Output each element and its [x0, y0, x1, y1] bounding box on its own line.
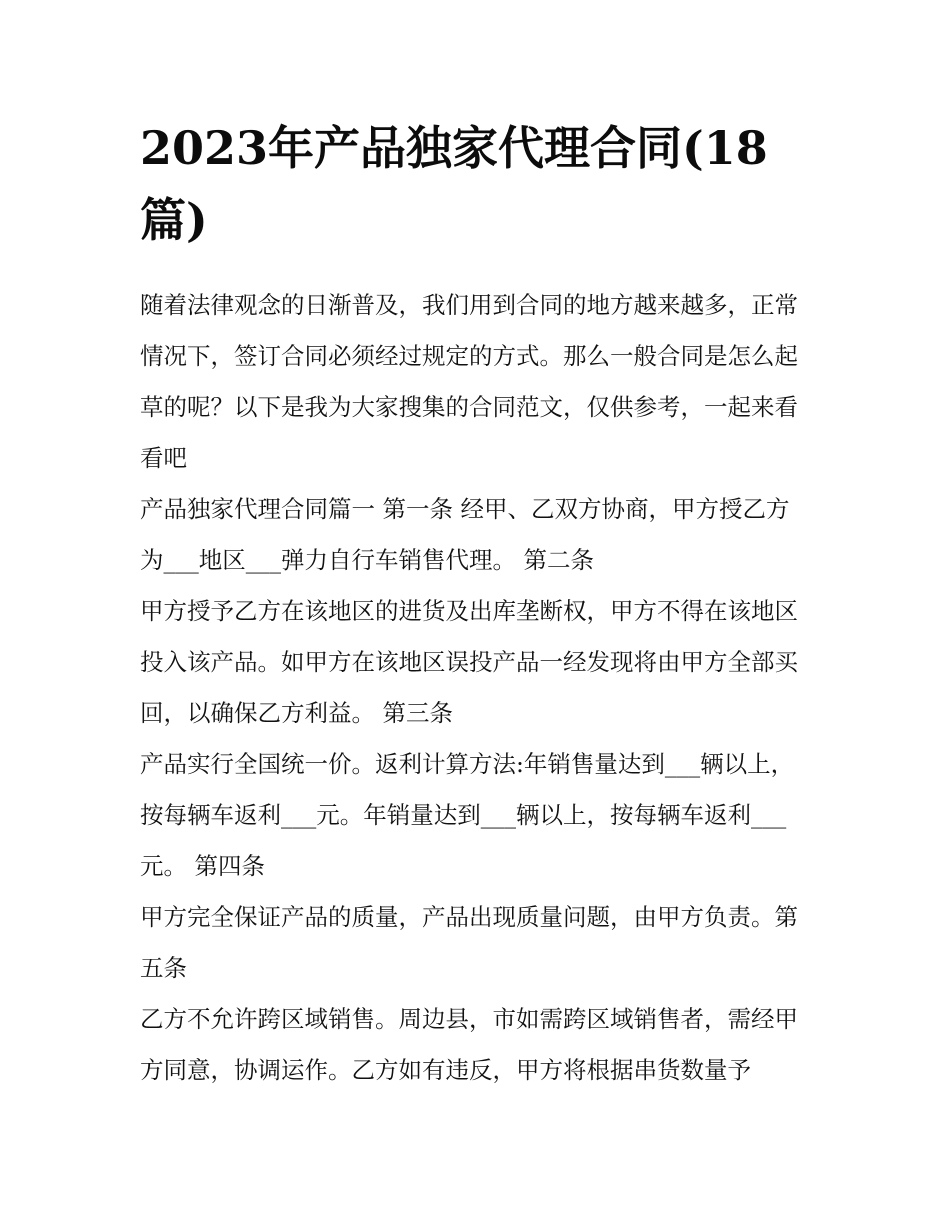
clause-paragraph: 产品实行全国统一价。返利计算方法:年销售量达到___辆以上，按每辆车返利___元。年销量达到___辆以上，按每辆车返利___元。 第四条	[140, 750, 795, 880]
intro-paragraph: 随着法律观念的日渐普及，我们用到合同的地方越来越多，正常情况下，签订合同必须经过规定的方式。那么一般合同是怎么起草的呢？以下是我为大家搜集的合同范文，仅供参考，一起来看看吧	[140, 291, 798, 472]
document-title: 2023年产品独家代理合同(18篇)	[140, 121, 768, 247]
clause-paragraph: 产品独家代理合同篇一 第一条 经甲、乙双方协商，甲方授乙方为___地区___弹力自行车销售代理。 第二条	[140, 495, 790, 574]
clause-paragraph: 甲方完全保证产品的质量，产品出现质量问题，由甲方负责。第五条	[140, 903, 798, 982]
clause-paragraph: 甲方授予乙方在该地区的进货及出库垄断权，甲方不得在该地区投入该产品。如甲方在该地区误投产品一经发现将由甲方全部买回，以确保乙方利益。 第三条	[140, 597, 798, 727]
clause-paragraph: 乙方不允许跨区域销售。周边县，市如需跨区域销售者，需经甲方同意，协调运作。乙方如有违反，甲方将根据串货数量予	[140, 1005, 798, 1084]
document-body	[140, 280, 812, 1096]
